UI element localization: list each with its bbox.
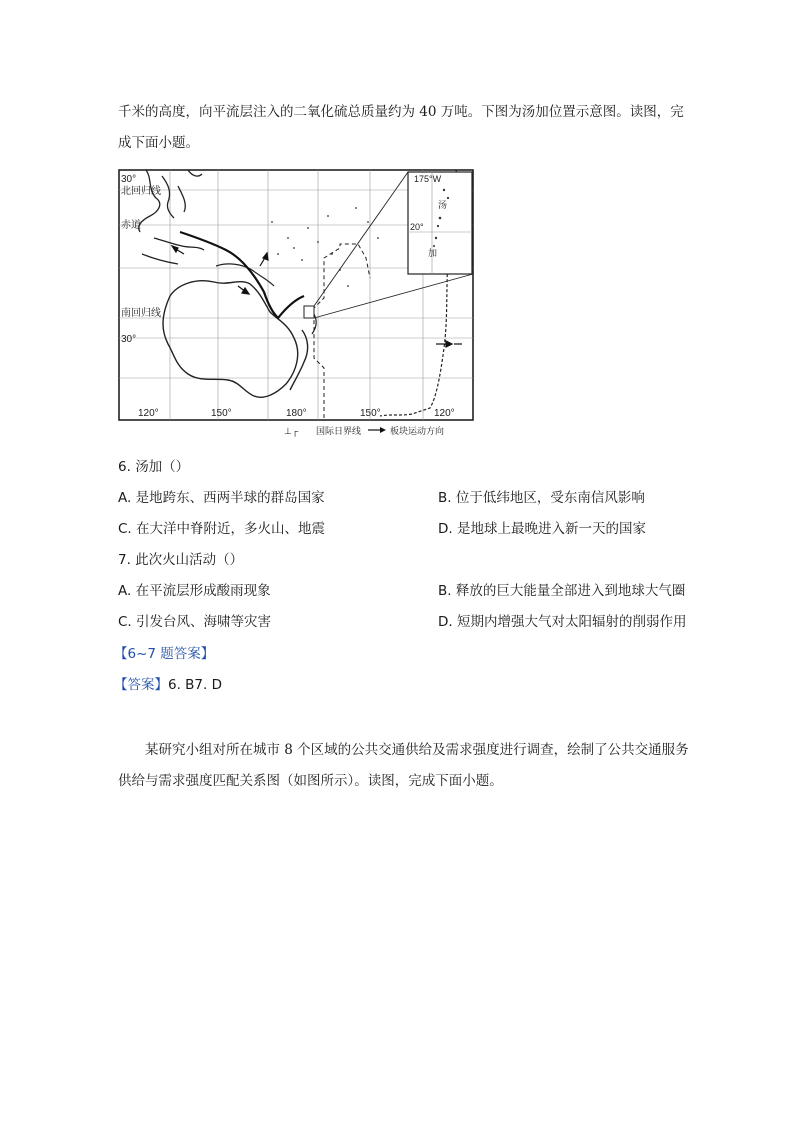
q7-option-b <box>438 582 685 600</box>
question-6-number: 6. <box>118 459 131 475</box>
legend-date-line-symbol: ⊥┌ <box>284 426 299 436</box>
lat-30s-label: 30° <box>121 334 137 345</box>
inset-lat-label: 20° <box>410 222 424 232</box>
option-text: 短期内增强大气对太阳辐射的削弱作用 <box>456 614 687 630</box>
map-legend <box>284 425 444 437</box>
question-7-number: 7. <box>118 552 131 568</box>
option-text: 是地球上最晚进入新一天的国家 <box>456 521 646 537</box>
option-text: 在平流层形成酸雨现象 <box>135 583 271 599</box>
option-text: 位于低纬地区，受东南信风影响 <box>455 490 645 506</box>
option-text: 释放的巨大能量全部进入到地球大气圈 <box>455 583 686 599</box>
option-key: C. <box>118 521 132 537</box>
question-6-text: 汤加（） <box>135 459 190 475</box>
intro-line-1: 千米的高度，向平流层注入的二氧化硫总质量约为 40 万吨。下图为汤加位置示意图。读图，完 <box>118 104 684 120</box>
lon-120e-label: 120° <box>138 408 159 419</box>
option-key: B. <box>438 490 452 506</box>
inset-map <box>408 172 472 274</box>
option-key: C. <box>118 614 132 630</box>
inset-tonga-top: 汤 <box>438 200 448 210</box>
legend-date-line: 国际日界线 <box>316 426 362 436</box>
option-text: 是地跨东、西两半球的群岛国家 <box>135 490 325 506</box>
option-text: 引发台风、海啸等灾害 <box>136 614 272 630</box>
lon-150w-label: 150° <box>360 408 381 419</box>
answer-heading: 【6~7 题答案】 <box>114 646 215 662</box>
q7-option-d <box>438 613 686 631</box>
inset-tonga-bottom: 加 <box>428 248 438 258</box>
next-passage-line-1: 某研究小组对所在城市 8 个区域的公共交通供给及需求强度进行调查，绘制了公共交通服务 <box>145 742 689 758</box>
intro-line-2: 成下面小题。 <box>118 135 199 151</box>
tropic-cancer-label: 北回归线 <box>121 186 161 197</box>
question-7-text: 此次火山活动（） <box>135 552 244 568</box>
option-text: 在大洋中脊附近，多火山、地震 <box>136 521 326 537</box>
lon-150e-label: 150° <box>211 408 232 419</box>
q7-option-a <box>118 582 271 600</box>
question-7-stem <box>118 551 243 569</box>
option-key: B. <box>438 583 452 599</box>
q6-option-a <box>118 489 325 507</box>
option-key: A. <box>118 583 132 599</box>
lat-30n-label: 30° <box>121 174 137 185</box>
answer-tag: 【答案】 <box>114 677 168 693</box>
inset-lon-label: 175°W <box>414 174 442 184</box>
option-key: A. <box>118 490 132 506</box>
tonga-location-map <box>118 168 476 438</box>
lon-120w-label: 120° <box>434 408 455 419</box>
answer-text: 6. B7. D <box>168 677 222 693</box>
answer-line <box>114 676 222 694</box>
question-6-stem <box>118 458 189 476</box>
lon-180-label: 180° <box>286 408 307 419</box>
equator-label: 赤道 <box>121 220 141 231</box>
tropic-capricorn-label: 南回归线 <box>121 308 161 319</box>
q6-option-d <box>438 520 646 538</box>
q6-option-c <box>118 520 325 538</box>
next-passage-line-2: 供给与需求强度匹配关系图（如图所示）。读图，完成下面小题。 <box>118 773 503 789</box>
legend-plate-arrow: 板块运动方向 <box>390 426 445 436</box>
option-key: D. <box>438 521 453 537</box>
q7-option-c <box>118 613 271 631</box>
q6-option-b <box>438 489 645 507</box>
option-key: D. <box>438 614 453 630</box>
